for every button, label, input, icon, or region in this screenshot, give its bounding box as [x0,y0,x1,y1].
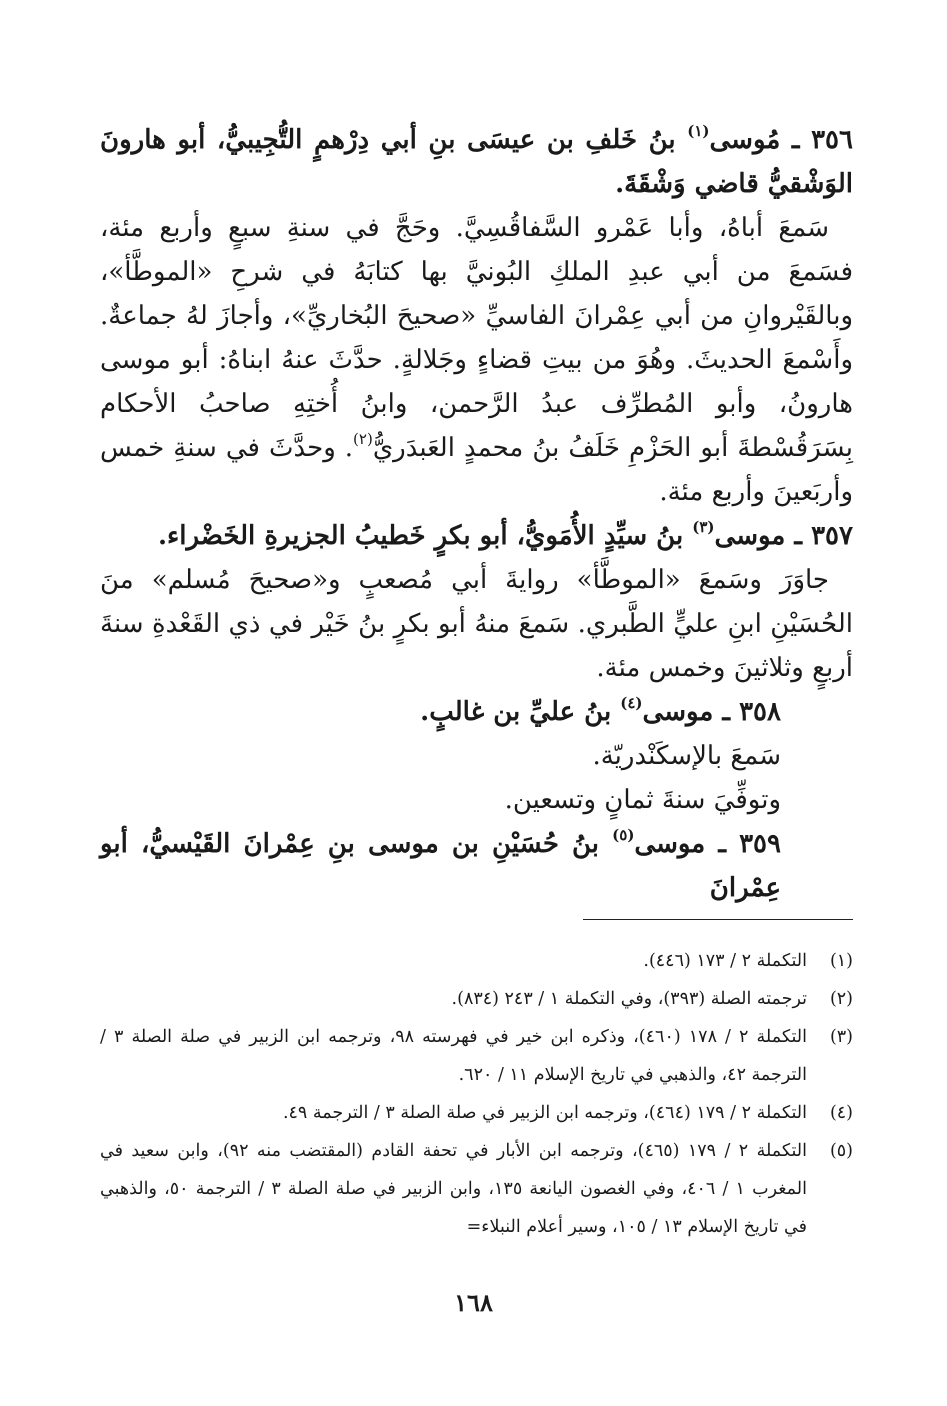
footnote [100,1132,853,1246]
page-number: ١٦٨ [454,1288,493,1317]
footnote-number: (١) [829,951,853,971]
entry-name: موسى [634,829,706,859]
footnote [100,1018,853,1094]
entry-357-body: جاوَرَ وسَمعَ «الموطَّأ» روايةَ أبي مُصعبٍ و«صحيحَ مُسلم» منَ الحُسَيْنِ ابنِ عليٍّ الطَّبري. سَمعَ منهُ أبو بكرٍ بنُ خَيْر في ذي القَعْدةِ سنةَ أربعٍ وثلاثينَ وخمس مئة. [100,565,853,683]
entry-name: موسى [642,697,714,727]
footnote-divider [583,919,853,920]
footnote-number: (٣) [829,1027,853,1047]
footnote-text: ترجمته الصلة (٣٩٣)، وفي التكملة ١ / ٢٤٣ (٨٣٤). [451,989,807,1009]
entry-356-body: سَمعَ أباهُ، وأبا عَمْرو السَّفاقُسِيَّ. وحَجَّ في سنةِ سبعٍ وأربع مئة، فسَمعَ من أبي عبدِ الملكِ البُونيَّ بها كتابَهُ في شرحِ «الموطَّأ»، وبالقَيْروانِ من أبي عِمْرانَ الفاسيِّ «صحيحَ البُخاريِّ»، وأجازَ لهُ جماعةٌ. وأَسْمعَ الحديثَ. وهُوَ من بيتِ قضاءٍ وجَلالةٍ. حدَّثَ عنهُ ابناهُ: أبو موسى هارونُ، وأبو المُطرِّف عبدُ الرَّحمن، وابنُ أُختِهِ صاحبُ الأحكام بِسَرَقُسْطةَ أبو الحَزْمِ خَلَفُ بنُ محمدٍ العَبدَريُّ$^{(٢)}$. وحدَّثَ في سنةِ خمس وأربَعينَ وأربع مئة. [100,213,854,507]
entry-name: مُوسى [709,125,781,155]
entry-358-heading: ٣٥٨ ـ موسى$^{(٤)}$ بنُ عليِّ بن غالبٍ. [420,694,781,727]
main-text [100,118,853,910]
entry-number: ٣٥٦ [811,125,853,155]
entry-number: ٣٥٨ [739,697,781,727]
entry-name: موسى [714,521,786,551]
entry-name-rest: بنُ حُسَيْنِ بن موسى بنِ عِمْرانَ القَيْسيُّ، أبو عِمْرانَ [100,829,781,903]
footnote [100,942,853,980]
entry-number: ٣٥٩ [739,829,781,859]
entry-name-rest: بنُ خَلفِ بن عيسَى بنِ أبي دِرْهمٍ التُّجِيبيُّ، أبو هارونَ الوَشْقيُّ قاضي وَشْقَةَ. [100,125,853,199]
footnote-ref: (٢) [353,430,373,449]
footnote-number: (٥) [829,1141,853,1161]
entry-358-line-2: وتوفِّيَ سنةَ ثمانٍ وتسعين. [504,785,781,815]
footnote-text: التكملة ٢ / ١٧٩ (٤٦٥)، وترجمه ابن الأبار في تحفة القادم (المقتضب منه ٩٢)، وابن سعيد في المغرب ١ / ٤٠٦، وفي الغصون اليانعة ١٣٥، وابن الزبير في صلة الصلة ٣ / الترجمة ٥٠، والذهبي في تاريخ الإسلام ١٣ / ١٠٥، وسير أعلام النبلاء= [100,1141,807,1237]
footnote-ref: (٥) [612,826,635,845]
footnote [100,1094,853,1132]
footnote-number: (٤) [829,1103,853,1123]
footnote-ref: (٣) [692,518,715,537]
footnote-ref: (٤) [620,694,643,713]
entry-358-line-1: سَمعَ بالإسكَنْدريّة. [592,741,781,771]
entry-359-heading: ٣٥٩ ـ موسى$^{(٥)}$ بنُ حُسَيْنِ بن موسى بنِ عِمْرانَ القَيْسيُّ، أبو عِمْرانَ [100,826,781,903]
footnote-text: التكملة ٢ / ١٧٩ (٤٦٤)، وترجمه ابن الزبير في صلة الصلة ٣ / الترجمة ٤٩. [282,1103,807,1123]
footnote-text: التكملة ٢ / ١٧٣ (٤٤٦). [643,951,807,971]
entry-name-rest: بنُ سيِّدٍ الأُمَويُّ، أبو بكرٍ خَطيبُ الجزيرةِ الخَضْراء. [157,521,684,551]
footnote-ref: (١) [687,122,710,141]
footnote [100,980,853,1018]
entry-357-heading: ٣٥٧ ـ موسى$^{(٣)}$ بنُ سيِّدٍ الأُمَويُّ، أبو بكرٍ خَطيبُ الجزيرةِ الخَضْراء. [157,518,853,551]
footnotes [100,942,853,1246]
entry-name-rest: بنُ عليِّ بن غالبٍ. [420,697,612,727]
footnote-text: التكملة ٢ / ١٧٨ (٤٦٠)، وذكره ابن خير في فهرسته ٩٨، وترجمه ابن الزبير في صلة الصلة ٣ / الترجمة ٤٢، والذهبي في تاريخ الإسلام ١١ / ٦٢٠. [100,1027,807,1085]
footnote-number: (٢) [829,989,853,1009]
entry-number: ٣٥٧ [811,521,853,551]
entry-356-heading: ٣٥٦ ـ مُوسى$^{(١)}$ بنُ خَلفِ بن عيسَى بنِ أبي دِرْهمٍ التُّجِيبيُّ، أبو هارونَ الوَشْقيُّ قاضي وَشْقَةَ. [100,122,853,199]
